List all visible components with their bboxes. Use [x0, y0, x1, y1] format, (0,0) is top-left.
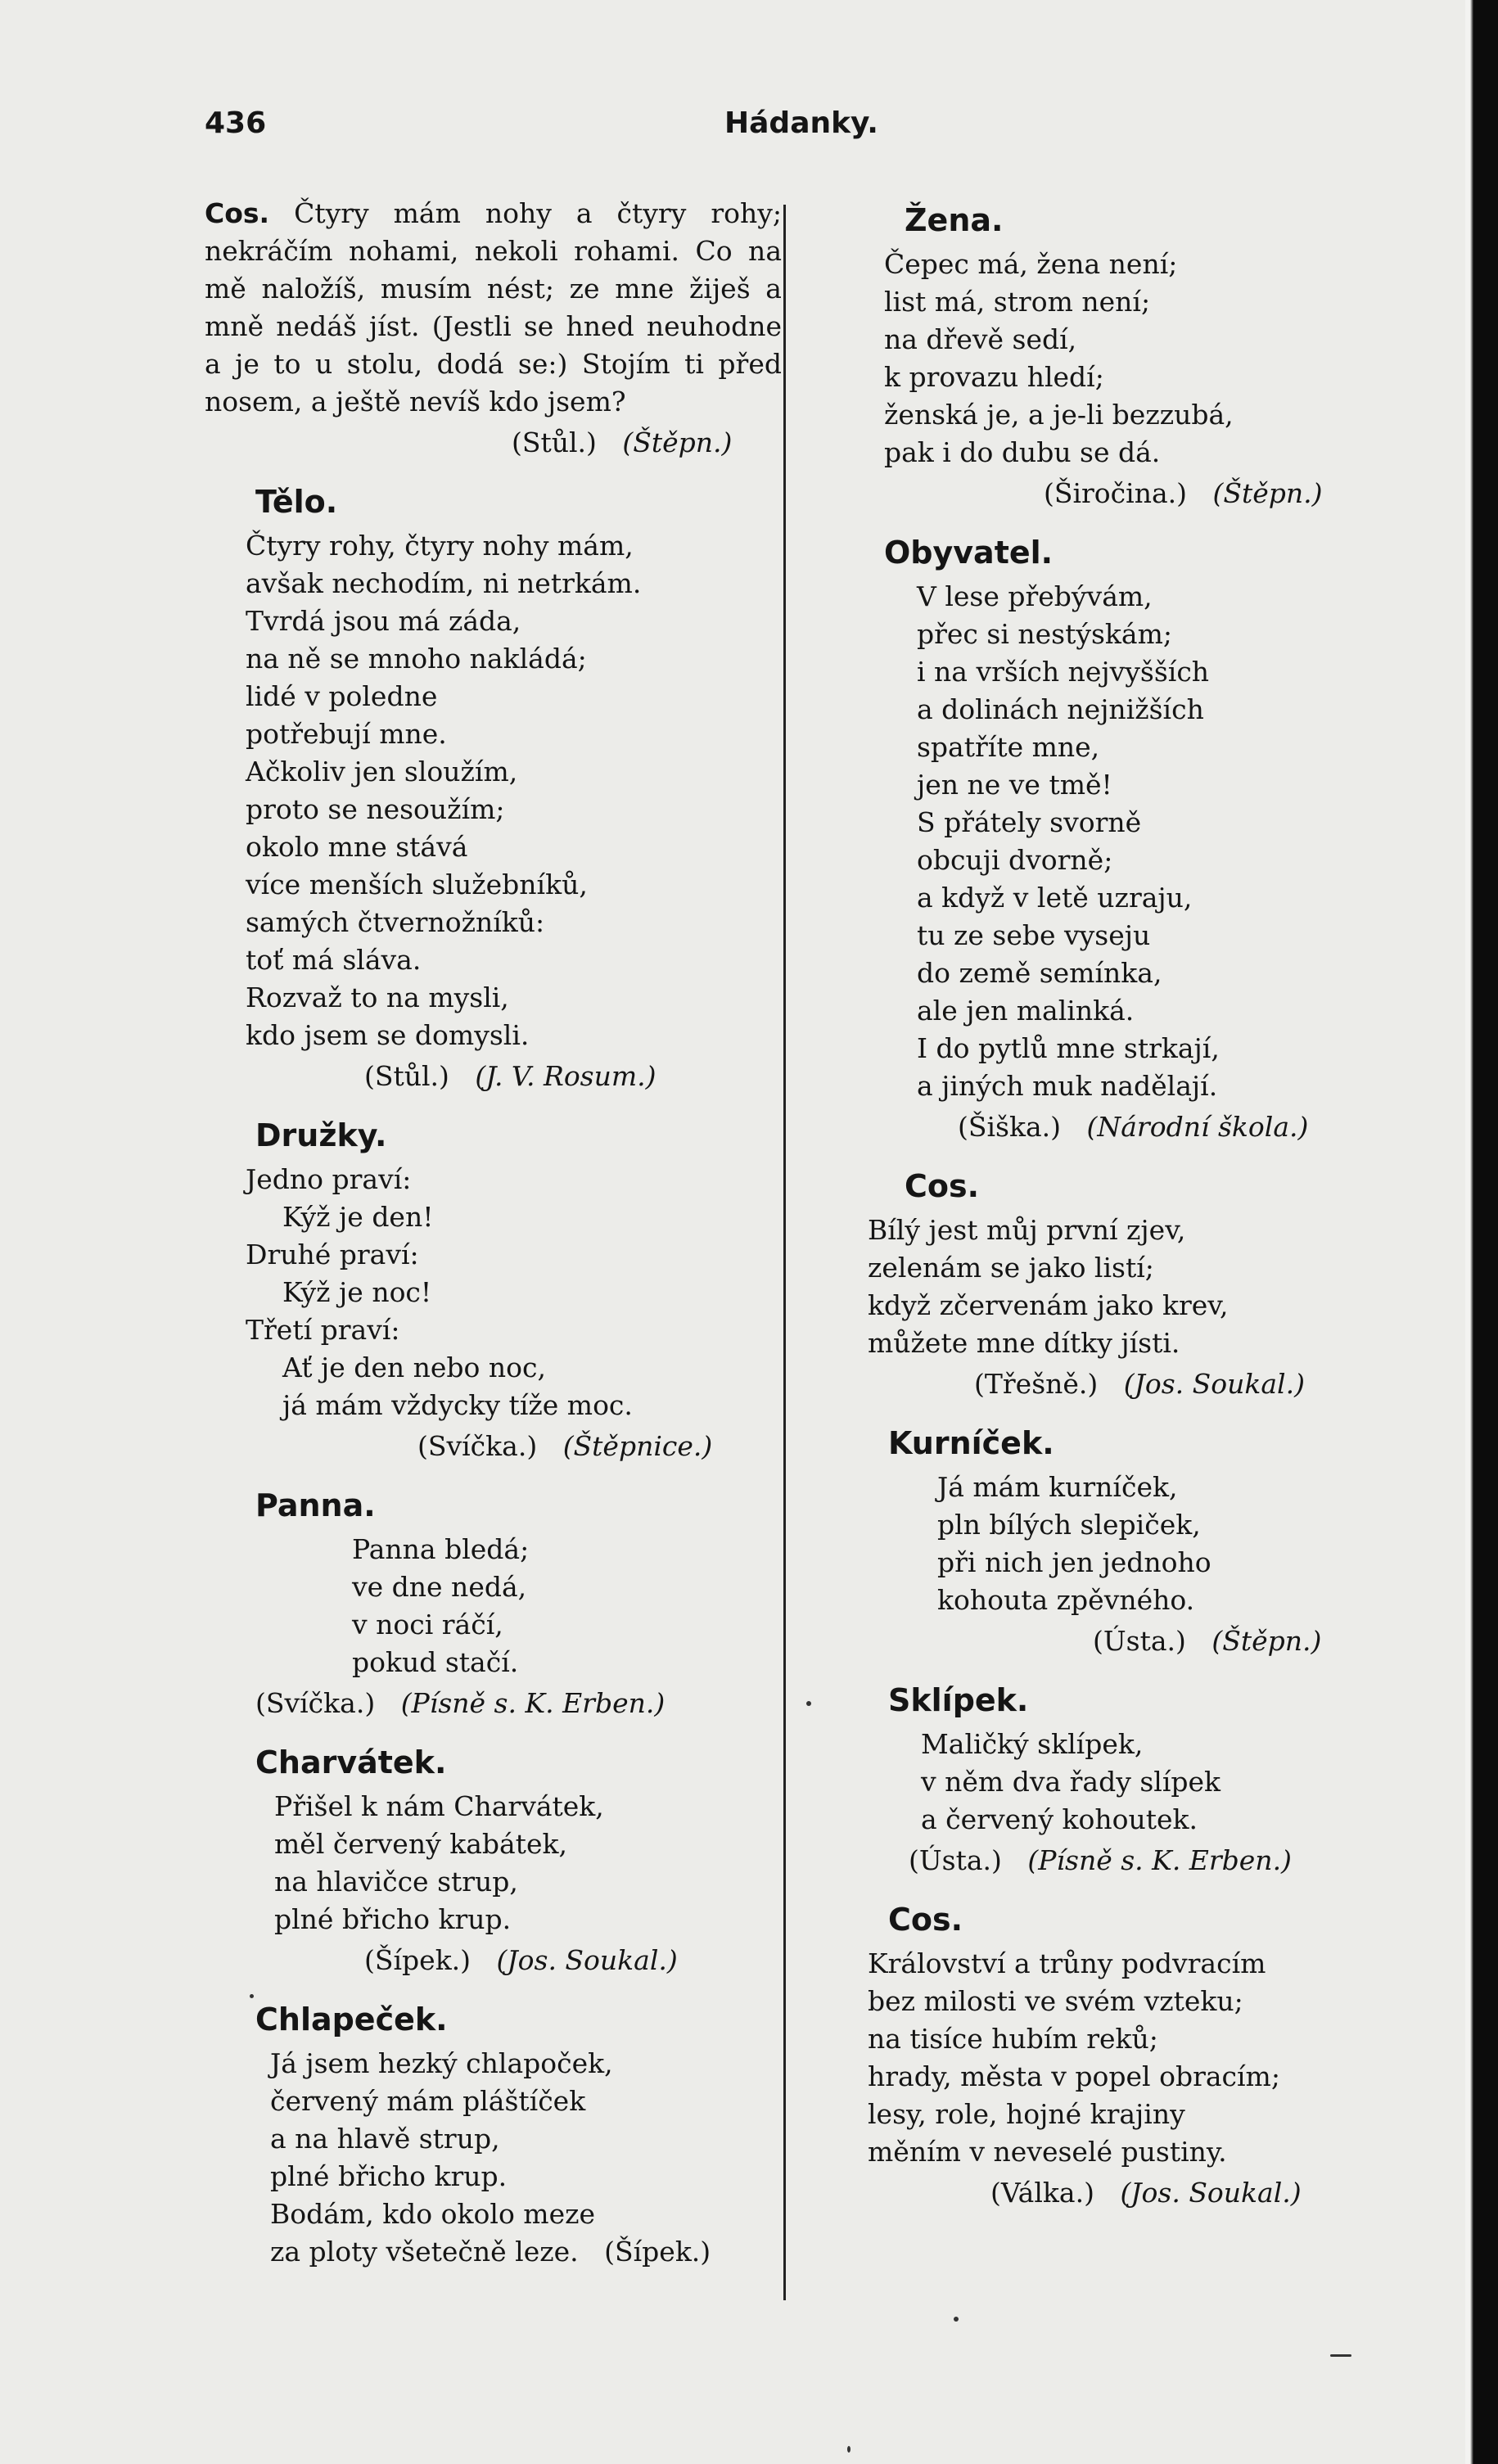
- page-edge: [1465, 0, 1498, 2464]
- source: (Štěpnice.): [562, 1430, 713, 1462]
- riddle-line: [270, 2233, 782, 2271]
- answer: (Stůl.): [512, 426, 597, 458]
- riddle-solution: [246, 1424, 782, 1469]
- riddle-line: toť má sláva.: [246, 944, 422, 976]
- riddle-title: Chlapeček.: [255, 2001, 448, 2038]
- answer: (Stůl.): [364, 1060, 449, 1092]
- answer: (Válka.): [990, 2177, 1094, 2209]
- print-speck: [1330, 2354, 1351, 2357]
- source: (Národní škola.): [1086, 1111, 1309, 1143]
- riddle-lines: [868, 1469, 1441, 1619]
- riddle-line: Kýž je noc!: [282, 1276, 432, 1308]
- riddle-line: v něm dva řady slípek: [921, 1766, 1221, 1798]
- riddle-line: na ně se mnoho nakládá;: [246, 643, 587, 675]
- riddle-line: můžete mne dítky jísti.: [868, 1327, 1180, 1359]
- riddle-line: na hlavičce strup,: [274, 1866, 518, 1898]
- riddle-lines: [246, 1531, 782, 1681]
- riddle-line: Rozvaž to na mysli,: [246, 982, 509, 1013]
- riddle-line: a červený kohoutek.: [921, 1803, 1198, 1835]
- riddle-line: Bodám, kdo okolo meze: [270, 2198, 596, 2230]
- riddle-line: okolo mne stává: [246, 831, 468, 863]
- riddle-line: Kýž je den!: [282, 1201, 434, 1233]
- riddle-line: Já jsem hezký chlapoček,: [270, 2047, 613, 2079]
- riddle-line: Království a trůny podvracím: [868, 1947, 1266, 1979]
- left-column: [205, 195, 782, 2282]
- riddle-line: list má, strom není;: [884, 286, 1151, 318]
- riddle-lines: [246, 527, 782, 1054]
- riddle-panna: [205, 1480, 782, 1726]
- riddle-text: [205, 195, 782, 421]
- riddle-line: měním v neveselé pustiny.: [868, 2136, 1227, 2168]
- riddle-line: V lese přebývám,: [917, 580, 1153, 612]
- riddle-lines: [868, 1726, 1441, 1839]
- riddle-line: lesy, role, hojné krajiny: [868, 2098, 1185, 2130]
- riddle-line: Čepec má, žena není;: [884, 248, 1178, 280]
- answer: (Širočina.): [1044, 477, 1188, 509]
- source: (Písně s. K. Erben.): [400, 1687, 666, 1719]
- riddle-line: spatříte mne,: [917, 731, 1100, 763]
- riddle-line: měl červený kabátek,: [274, 1828, 567, 1860]
- right-column: [868, 195, 1441, 2227]
- riddle-line: proto se nesoužím;: [246, 793, 505, 825]
- riddle-line: Jedno praví:: [246, 1163, 412, 1195]
- riddle-sklipek: [868, 1675, 1441, 1883]
- riddle-solution: [868, 1362, 1441, 1406]
- answer: (Ústa.): [1093, 1625, 1186, 1657]
- riddle-line: S přátely svorně: [917, 806, 1142, 838]
- riddle-line: Ačkoliv jen sloužím,: [246, 756, 518, 787]
- riddle-line: ve dne nedá,: [352, 1571, 527, 1603]
- riddle-charvatek: [205, 1737, 782, 1983]
- riddle-line: plné břicho krup.: [274, 1903, 512, 1935]
- source: (Štěpn.): [622, 426, 733, 458]
- riddle-line: I do pytlů mne strkají,: [917, 1032, 1220, 1064]
- riddle-line: Druhé praví:: [246, 1239, 419, 1270]
- riddle-solution: [868, 1619, 1441, 1663]
- riddle-line: Čtyry rohy, čtyry nohy mám,: [246, 530, 634, 562]
- answer: (Šiška.): [958, 1111, 1062, 1143]
- riddle-line: v noci ráčí,: [352, 1609, 503, 1640]
- print-speck: [954, 2317, 959, 2322]
- answer: (Třešně.): [974, 1368, 1099, 1400]
- print-speck: [847, 2446, 851, 2453]
- riddle-solution: [868, 472, 1441, 516]
- riddle-line: avšak nechodím, ni netrkám.: [246, 567, 642, 599]
- riddle-line: a když v letě uzraju,: [917, 882, 1193, 914]
- riddle-line: do země semínka,: [917, 957, 1162, 989]
- riddle-cos-intro: [205, 195, 782, 465]
- riddle-title: Panna.: [255, 1487, 376, 1523]
- riddle-line: Ať je den nebo noc,: [282, 1352, 547, 1383]
- riddle-solution: [868, 1839, 1441, 1883]
- riddle-title: Cos.: [905, 1168, 980, 1204]
- riddle-telo: [205, 476, 782, 1099]
- answer: (Šípek.): [604, 2236, 711, 2268]
- riddle-line: zelenám se jako listí;: [868, 1252, 1154, 1284]
- riddle-line: já mám vždycky tíže moc.: [282, 1389, 633, 1421]
- riddle-line: když zčervenám jako krev,: [868, 1289, 1229, 1321]
- print-speck: [806, 1701, 811, 1706]
- answer: (Ústa.): [909, 1844, 1002, 1876]
- riddle-solution: [246, 1938, 782, 1983]
- riddle-cos-1: [868, 1161, 1441, 1406]
- riddle-line: kohouta zpěvného.: [937, 1584, 1195, 1616]
- riddle-lines: [246, 1161, 782, 1424]
- riddle-line: přec si nestýskám;: [917, 618, 1173, 650]
- riddle-line: Maličký sklípek,: [921, 1728, 1144, 1760]
- riddle-solution: [868, 2171, 1441, 2215]
- riddle-line: pokud stačí.: [352, 1646, 519, 1678]
- riddle-line: pak i do dubu se dá.: [884, 436, 1161, 468]
- riddle-line: při nich jen jednoho: [937, 1546, 1211, 1578]
- riddle-line: potřebují mne.: [246, 718, 447, 750]
- source: (Jos. Soukal.): [1120, 2177, 1302, 2209]
- source: (Písně s. K. Erben.): [1027, 1844, 1292, 1876]
- riddle-cos-2: [868, 1894, 1441, 2215]
- riddle-solution: [246, 1681, 782, 1726]
- riddle-line: lidé v poledne: [246, 680, 438, 712]
- riddle-line: a jiných muk nadělají.: [917, 1070, 1218, 1102]
- riddle-line: více menších služebníků,: [246, 869, 588, 900]
- riddle-line: a dolinách nejnižších: [917, 693, 1204, 725]
- riddle-line: tu ze sebe vyseju: [917, 919, 1151, 951]
- source: (Jos. Soukal.): [496, 1944, 678, 1976]
- page-title: Hádanky.: [724, 106, 878, 140]
- answer: (Šípek.): [364, 1944, 472, 1976]
- riddle-title: Tělo.: [255, 484, 338, 520]
- riddle-lines: [246, 2045, 782, 2271]
- riddle-line: bez milosti ve svém vzteku;: [868, 1985, 1243, 2017]
- riddle-title: Charvátek.: [255, 1744, 447, 1780]
- source: (Jos. Soukal.): [1123, 1368, 1305, 1400]
- riddle-obyvatel: [868, 527, 1441, 1149]
- print-speck: [250, 1994, 254, 1998]
- riddle-line-text: za ploty všetečně leze.: [270, 2236, 579, 2268]
- riddle-line: Bílý jest můj první zjev,: [868, 1214, 1186, 1246]
- riddle-kurnicek: [868, 1418, 1441, 1663]
- riddle-line: jen ne ve tmě!: [917, 769, 1112, 801]
- source: (J. V. Rosum.): [475, 1060, 657, 1092]
- riddle-line: i na vrších nejvyšších: [917, 656, 1210, 688]
- riddle-line: samých čtvernožníků:: [246, 906, 545, 938]
- riddle-line: k provazu hledí;: [884, 361, 1104, 393]
- riddle-solution: [205, 421, 782, 465]
- riddle-chlapecek: [205, 1994, 782, 2271]
- riddle-solution: [868, 1105, 1441, 1149]
- riddle-lines: [868, 246, 1441, 472]
- riddle-line: obcuji dvorně;: [917, 844, 1113, 876]
- riddle-line: hrady, města v popel obracím;: [868, 2060, 1280, 2092]
- riddle-lines: [868, 1945, 1441, 2171]
- riddle-title: Obyvatel.: [884, 535, 1054, 571]
- riddle-line: na dřevě sedí,: [884, 323, 1077, 355]
- riddle-lines: [868, 578, 1441, 1105]
- riddle-lines: [868, 1212, 1441, 1362]
- riddle-title: Sklípek.: [888, 1682, 1029, 1718]
- riddle-druzky: [205, 1110, 782, 1469]
- riddle-line: na tisíce hubím reků;: [868, 2023, 1158, 2055]
- riddle-line: Panna bledá;: [352, 1533, 530, 1565]
- column-divider: [783, 205, 786, 2300]
- source: (Štěpn.): [1212, 477, 1323, 509]
- riddle-line: Přišel k nám Charvátek,: [274, 1790, 604, 1822]
- source: (Štěpn.): [1211, 1625, 1322, 1657]
- riddle-body: Čtyry mám nohy a čtyry rohy; nekráčím nohami, nekoli rohami. Co na mě naložíš, musím nést; ze mne žiješ a mně nedáš jíst. (Jestli se hned neuhodne a je to u stolu, dodá se:) Stojím ti před nosem, a ještě nevíš kdo jsem?: [205, 197, 782, 417]
- riddle-line: ženská je, a je-li bezzubá,: [884, 399, 1234, 431]
- riddle-title: Družky.: [255, 1117, 387, 1153]
- riddle-line: plné břicho krup.: [270, 2160, 508, 2192]
- riddle-lines: [246, 1788, 782, 1938]
- riddle-line: Já mám kurníček,: [937, 1471, 1178, 1503]
- riddle-line: pln bílých slepiček,: [937, 1509, 1201, 1541]
- riddle-label: Cos.: [205, 197, 270, 229]
- page-number: 436: [205, 106, 267, 140]
- riddle-title: Žena.: [905, 202, 1004, 238]
- riddle-line: ale jen malinká.: [917, 995, 1135, 1027]
- riddle-title: Cos.: [888, 1902, 963, 1938]
- riddle-title: Kurníček.: [888, 1425, 1054, 1461]
- riddle-zena: [868, 195, 1441, 516]
- answer: (Svíčka.): [255, 1687, 376, 1719]
- riddle-line: kdo jsem se domysli.: [246, 1019, 530, 1051]
- riddle-line: červený mám pláštíček: [270, 2085, 586, 2117]
- answer: (Svíčka.): [417, 1430, 538, 1462]
- riddle-line: a na hlavě strup,: [270, 2123, 500, 2155]
- riddle-solution: [246, 1054, 782, 1099]
- riddle-line: Tvrdá jsou má záda,: [246, 605, 521, 637]
- riddle-line: Třetí praví:: [246, 1314, 400, 1346]
